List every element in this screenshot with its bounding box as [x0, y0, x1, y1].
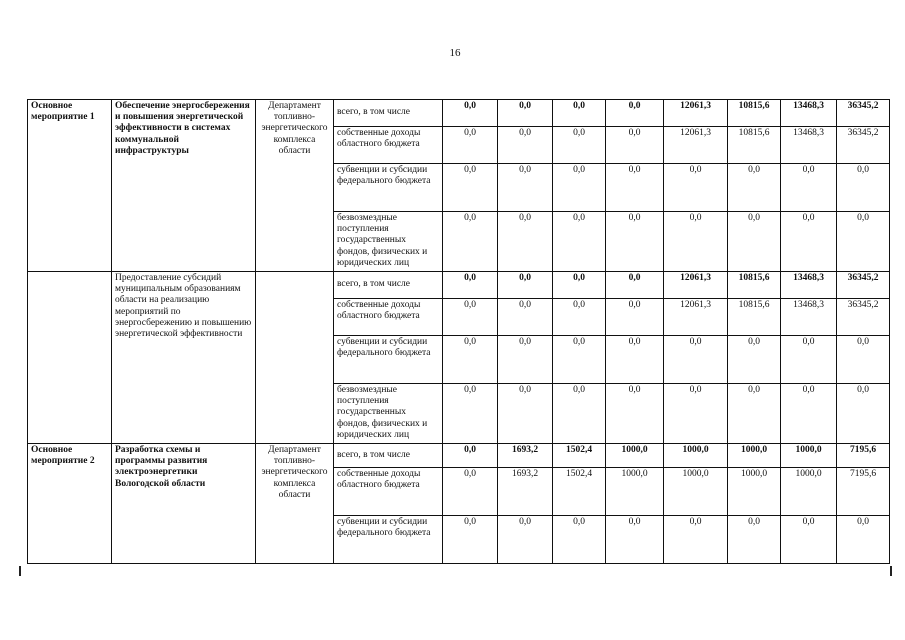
amount-cell: 0,0	[606, 164, 664, 212]
amount-cell: 7195,6	[837, 444, 890, 468]
amount-cell: 0,0	[553, 336, 606, 384]
amount-cell: 0,0	[443, 299, 498, 336]
amount-cell: 0,0	[728, 516, 781, 564]
funding-source-cell: всего, в том числе	[334, 444, 443, 468]
amount-cell: 1502,4	[553, 468, 606, 516]
funding-source-cell: всего, в том числе	[334, 100, 443, 127]
amount-cell: 1000,0	[606, 468, 664, 516]
amount-cell: 0,0	[553, 299, 606, 336]
amount-cell: 0,0	[606, 100, 664, 127]
amount-cell: 1000,0	[606, 444, 664, 468]
amount-cell: 0,0	[606, 272, 664, 299]
amount-cell: 0,0	[837, 384, 890, 444]
executor-cell: Департамент топливно-энергетического комплекса области	[256, 100, 334, 272]
amount-cell: 0,0	[443, 444, 498, 468]
amount-cell: 36345,2	[837, 299, 890, 336]
table-row	[28, 100, 890, 127]
amount-cell: 13468,3	[781, 100, 837, 127]
amount-cell: 1000,0	[664, 468, 728, 516]
funding-source-cell: субвенции и субсидии федерального бюджета	[334, 164, 443, 212]
amount-cell: 0,0	[443, 100, 498, 127]
amount-cell: 0,0	[837, 336, 890, 384]
measure-title-cell: Обеспечение энергосбережения и повышения энергетической эффективности в системах коммунальной инфраструктуры	[112, 100, 256, 272]
amount-cell: 0,0	[837, 212, 890, 272]
funding-source-cell: безвозмездные поступления государственных фондов, физических и юридических лиц	[334, 212, 443, 272]
amount-cell: 0,0	[553, 516, 606, 564]
funding-source-cell: субвенции и субсидии федерального бюджета	[334, 516, 443, 564]
amount-cell: 0,0	[553, 384, 606, 444]
measure-cell: Основное мероприятие 2	[28, 444, 112, 564]
amount-cell: 0,0	[443, 272, 498, 299]
amount-cell: 1693,2	[498, 468, 553, 516]
amount-cell: 0,0	[498, 384, 553, 444]
amount-cell: 0,0	[498, 516, 553, 564]
amount-cell: 0,0	[443, 127, 498, 164]
funding-source-cell: безвозмездные поступления государственных фондов, физических и юридических лиц	[334, 384, 443, 444]
funding-source-cell: всего, в том числе	[334, 272, 443, 299]
amount-cell: 0,0	[837, 516, 890, 564]
amount-cell: 1000,0	[781, 468, 837, 516]
amount-cell: 7195,6	[837, 468, 890, 516]
amount-cell: 0,0	[443, 516, 498, 564]
amount-cell: 10815,6	[728, 127, 781, 164]
scan-edge-mark-right	[890, 566, 892, 576]
amount-cell: 0,0	[553, 164, 606, 212]
amount-cell: 1000,0	[664, 444, 728, 468]
amount-cell: 0,0	[498, 272, 553, 299]
amount-cell: 36345,2	[837, 127, 890, 164]
measure-cell	[28, 272, 112, 444]
funding-source-cell: собственные доходы областного бюджета	[334, 468, 443, 516]
amount-cell: 0,0	[606, 384, 664, 444]
executor-cell	[256, 272, 334, 444]
amount-cell: 0,0	[781, 212, 837, 272]
amount-cell: 0,0	[606, 336, 664, 384]
amount-cell: 0,0	[606, 127, 664, 164]
amount-cell: 10815,6	[728, 299, 781, 336]
amount-cell: 10815,6	[728, 272, 781, 299]
amount-cell: 0,0	[664, 384, 728, 444]
amount-cell: 0,0	[443, 336, 498, 384]
amount-cell: 0,0	[728, 164, 781, 212]
amount-cell: 0,0	[498, 336, 553, 384]
measure-title-cell: Разработка схемы и программы развития электроэнергетики Вологодской области	[112, 444, 256, 564]
table-row	[28, 444, 890, 468]
amount-cell: 10815,6	[728, 100, 781, 127]
amount-cell: 0,0	[781, 164, 837, 212]
amount-cell: 0,0	[837, 164, 890, 212]
amount-cell: 0,0	[728, 336, 781, 384]
amount-cell: 13468,3	[781, 272, 837, 299]
amount-cell: 0,0	[498, 299, 553, 336]
amount-cell: 0,0	[728, 212, 781, 272]
amount-cell: 0,0	[664, 212, 728, 272]
measure-cell: Основное мероприятие 1	[28, 100, 112, 272]
amount-cell: 0,0	[498, 212, 553, 272]
amount-cell: 12061,3	[664, 127, 728, 164]
amount-cell: 0,0	[498, 127, 553, 164]
amount-cell: 0,0	[664, 164, 728, 212]
amount-cell: 0,0	[443, 212, 498, 272]
amount-cell: 0,0	[664, 516, 728, 564]
amount-cell: 36345,2	[837, 272, 890, 299]
amount-cell: 1000,0	[728, 444, 781, 468]
table-row	[28, 272, 890, 299]
amount-cell: 12061,3	[664, 100, 728, 127]
measure-title-cell: Предоставление субсидий муниципальным образованиям области на реализацию мероприятий по энергосбережению и повышению энергетической эффективности	[112, 272, 256, 444]
funding-source-cell: собственные доходы областного бюджета	[334, 127, 443, 164]
amount-cell: 0,0	[443, 164, 498, 212]
amount-cell: 1000,0	[781, 444, 837, 468]
amount-cell: 0,0	[443, 468, 498, 516]
amount-cell: 12061,3	[664, 299, 728, 336]
amount-cell: 0,0	[606, 212, 664, 272]
amount-cell: 0,0	[781, 384, 837, 444]
amount-cell: 1000,0	[728, 468, 781, 516]
amount-cell: 0,0	[728, 384, 781, 444]
amount-cell: 13468,3	[781, 127, 837, 164]
amount-cell: 0,0	[781, 516, 837, 564]
amount-cell: 0,0	[553, 272, 606, 299]
amount-cell: 0,0	[498, 164, 553, 212]
executor-cell: Департамент топливно-энергетического комплекса области	[256, 444, 334, 564]
amount-cell: 12061,3	[664, 272, 728, 299]
amount-cell: 1502,4	[553, 444, 606, 468]
amount-cell: 0,0	[664, 336, 728, 384]
amount-cell: 0,0	[498, 100, 553, 127]
amount-cell: 0,0	[606, 299, 664, 336]
amount-cell: 1693,2	[498, 444, 553, 468]
amount-cell: 0,0	[553, 100, 606, 127]
funding-source-cell: субвенции и субсидии федерального бюджета	[334, 336, 443, 384]
amount-cell: 0,0	[443, 384, 498, 444]
amount-cell: 13468,3	[781, 299, 837, 336]
amount-cell: 0,0	[553, 127, 606, 164]
amount-cell: 0,0	[781, 336, 837, 384]
scan-edge-mark-left	[19, 566, 21, 576]
program-funding-table	[27, 99, 890, 564]
amount-cell: 0,0	[553, 212, 606, 272]
amount-cell: 0,0	[606, 516, 664, 564]
amount-cell: 36345,2	[837, 100, 890, 127]
page-number: 16	[449, 47, 461, 59]
funding-source-cell: собственные доходы областного бюджета	[334, 299, 443, 336]
